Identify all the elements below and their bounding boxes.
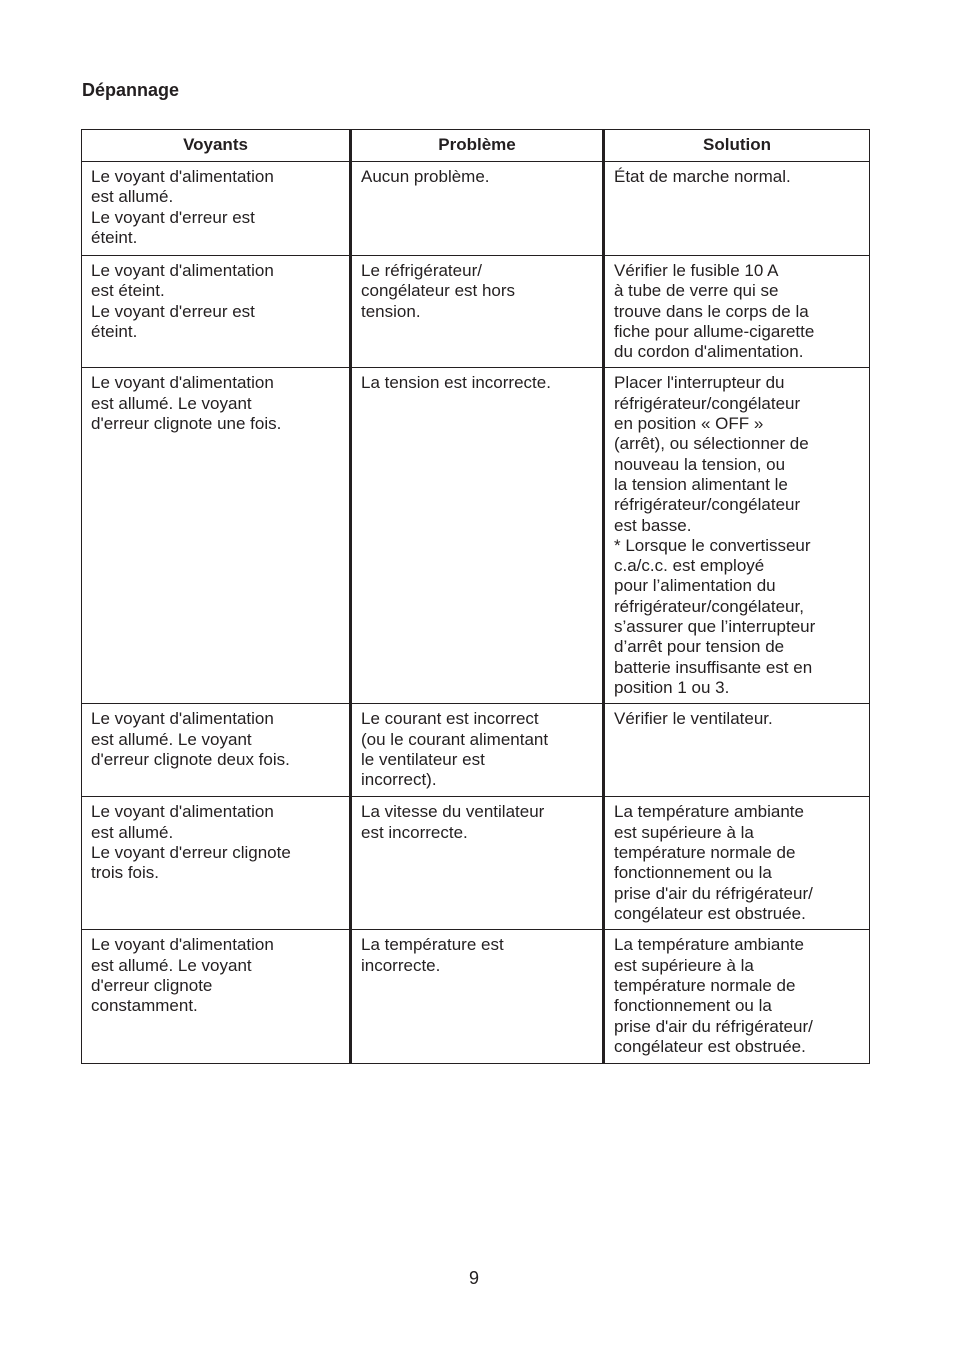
cell-text-line: Le voyant d'erreur clignote (91, 843, 291, 863)
cell-voyants (82, 368, 351, 704)
cell-text-line: température normale de (614, 843, 796, 863)
cell-text-line: c.a/c.c. est employé (614, 556, 765, 576)
cell-solution (604, 797, 870, 930)
cell-text-line: est allumé. Le voyant (91, 393, 252, 413)
cell-text-line: prise d'air du réfrigérateur/ (614, 1016, 813, 1036)
cell-text-line: Le voyant d'alimentation (91, 373, 274, 393)
cell-text-line: Le réfrigérateur/ (361, 261, 482, 280)
cell-text-line: incorrect). (361, 770, 437, 790)
troubleshooting-table (81, 129, 870, 1064)
cell-text-line: est éteint. (91, 281, 165, 301)
cell-text-line: congélateur est obstruée. (614, 903, 806, 923)
cell-probleme (351, 162, 604, 256)
cell-text-line: congélateur est obstruée. (614, 1036, 806, 1056)
cell-text-line: le ventilateur est (361, 750, 485, 770)
cell-text-line: La température ambiante (614, 935, 804, 955)
table-header-row (82, 130, 870, 162)
cell-text-line: la tension alimentant le (614, 474, 788, 494)
cell-probleme (351, 704, 604, 797)
cell-text-line: fiche pour allume-cigarette (614, 321, 815, 341)
cell-voyants (82, 930, 351, 1064)
cell-text-line: incorrecte. (361, 955, 441, 975)
cell-text-line: position 1 ou 3. (614, 677, 730, 697)
cell-text-line: (arrêt), ou sélectionner de (614, 434, 809, 454)
header-voyants: Voyants (82, 130, 351, 162)
cell-probleme (351, 930, 604, 1064)
cell-text-line: du cordon d'alimentation. (614, 342, 804, 362)
cell-text-line: éteint. (91, 227, 138, 247)
cell-text-line: en position « OFF » (614, 414, 764, 434)
cell-text-line: Le voyant d'erreur est (91, 207, 255, 227)
cell-text-line: trouve dans le corps de la (614, 301, 809, 321)
cell-solution (604, 704, 870, 797)
table-row (82, 368, 870, 704)
cell-text-line: nouveau la tension, ou (614, 454, 786, 474)
cell-text-line: réfrigérateur/congélateur (614, 393, 801, 413)
cell-text-line: d'erreur clignote (91, 976, 213, 996)
cell-text-line: La température ambiante (614, 802, 804, 822)
table-body (82, 162, 870, 1064)
cell-solution (604, 368, 870, 704)
cell-text-line: est allumé. Le voyant (91, 955, 252, 975)
header-solution: Solution (604, 130, 870, 162)
cell-probleme (351, 368, 604, 704)
cell-text-line: Le voyant d'alimentation (91, 802, 274, 822)
cell-text-line: température normale de (614, 976, 796, 996)
cell-text-line: Le voyant d'alimentation (91, 167, 274, 186)
cell-text-line: est supérieure à la (614, 822, 754, 842)
cell-text-line: réfrigérateur/congélateur (614, 495, 801, 515)
cell-text-line: est incorrecte. (361, 822, 468, 842)
cell-voyants (82, 797, 351, 930)
cell-text-line: est allumé. (91, 822, 174, 842)
cell-text-line: d’arrêt pour tension de (614, 637, 785, 657)
cell-solution (604, 256, 870, 368)
header-probleme: Problème (351, 130, 604, 162)
cell-text-line: d'erreur clignote une fois. (91, 414, 282, 434)
table-row (82, 704, 870, 797)
cell-voyants (82, 256, 351, 368)
cell-text-line: État de marche normal. (614, 167, 791, 186)
cell-text-line: Placer l'interrupteur du (614, 373, 785, 393)
cell-text-line: La température est (361, 935, 504, 955)
cell-text-line: est supérieure à la (614, 955, 754, 975)
cell-text-line: * Lorsque le convertisseur (614, 535, 811, 555)
cell-text-line: Le voyant d'alimentation (91, 709, 274, 729)
cell-text-line: Aucun problème. (361, 167, 490, 186)
cell-voyants (82, 162, 351, 256)
cell-text-line: Le courant est incorrect (361, 709, 539, 729)
cell-text-line: pour l’alimentation du (614, 576, 776, 596)
cell-text-line: constamment. (91, 996, 198, 1016)
cell-text-line: éteint. (91, 321, 138, 341)
cell-probleme (351, 256, 604, 368)
table-row (82, 256, 870, 368)
cell-text-line: La vitesse du ventilateur (361, 802, 545, 822)
table-row (82, 162, 870, 256)
cell-text-line: prise d'air du réfrigérateur/ (614, 883, 813, 903)
table-row (82, 797, 870, 930)
cell-text-line: tension. (361, 301, 421, 321)
cell-text-line: réfrigérateur/congélateur, (614, 596, 804, 616)
cell-text-line: (ou le courant alimentant (361, 729, 549, 749)
cell-text-line: est allumé. (91, 187, 174, 207)
cell-text-line: d'erreur clignote deux fois. (91, 750, 290, 770)
cell-text-line: à tube de verre qui se (614, 281, 779, 301)
cell-text-line: Le voyant d'alimentation (91, 261, 274, 280)
cell-text-line: Le voyant d'erreur est (91, 301, 255, 321)
cell-text-line: fonctionnement ou la (614, 996, 772, 1016)
cell-text-line: La tension est incorrecte. (361, 373, 551, 393)
page-title: Dépannage (82, 80, 180, 100)
cell-text-line: Le voyant d'alimentation (91, 935, 274, 955)
cell-voyants (82, 704, 351, 797)
cell-text-line: est basse. (614, 515, 692, 535)
cell-text-line: trois fois. (91, 863, 160, 883)
cell-text-line: s’assurer que l’interrupteur (614, 617, 816, 637)
cell-solution (604, 930, 870, 1064)
table-row (82, 930, 870, 1064)
cell-probleme (351, 797, 604, 930)
cell-text-line: Vérifier le ventilateur. (614, 709, 773, 729)
cell-text-line: est allumé. Le voyant (91, 729, 252, 749)
cell-text-line: batterie insuffisante est en (614, 657, 813, 677)
page-number: 9 (468, 1268, 479, 1288)
cell-text-line: congélateur est hors (361, 281, 516, 301)
cell-text-line: Vérifier le fusible 10 A (614, 261, 779, 280)
cell-text-line: fonctionnement ou la (614, 863, 772, 883)
cell-solution (604, 162, 870, 256)
